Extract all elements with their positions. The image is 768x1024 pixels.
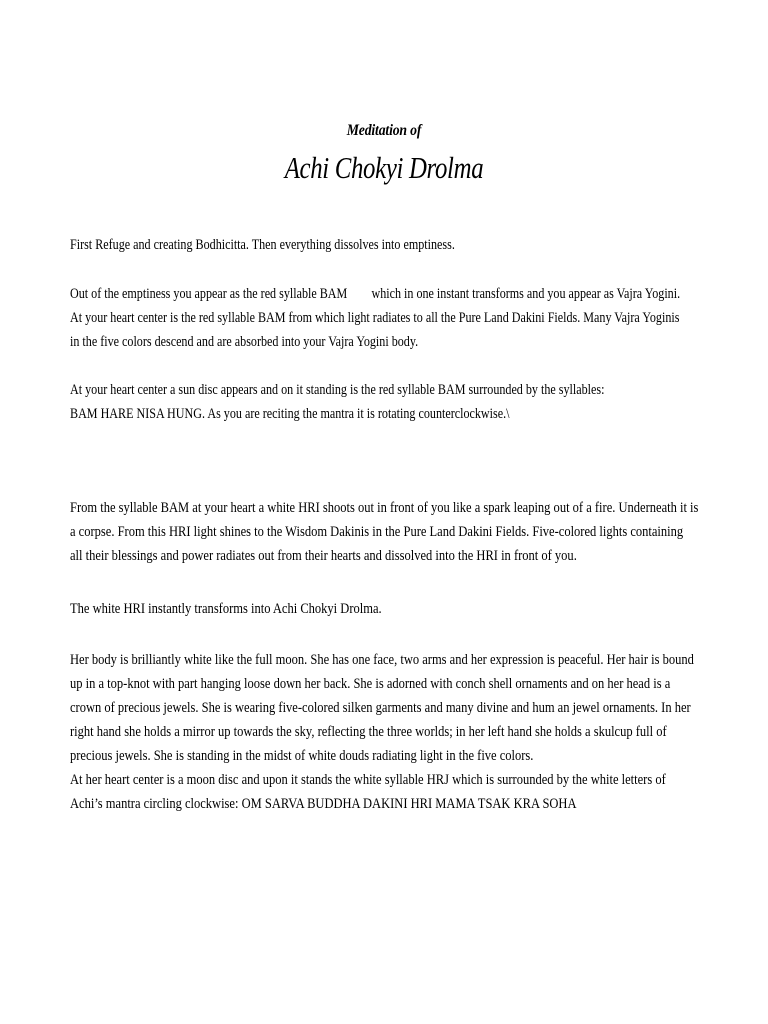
text-line: all their blessings and power radiates out from their hearts and dissolved into the HRI in front of you. xyxy=(70,548,577,564)
paragraph-sun-disc xyxy=(70,378,700,426)
paragraph-hri xyxy=(70,496,700,568)
text-line: The white HRI instantly transforms into Achi Chokyi Drolma. xyxy=(70,601,382,617)
text-line: First Refuge and creating Bodhicitta. Then everything dissolves into emptiness. xyxy=(70,237,455,253)
paragraph-transform xyxy=(70,597,700,621)
text-line: crown of precious jewels. She is wearing five-colored silken garments and many divine and hum an jewel ornaments. In her xyxy=(70,700,691,716)
text-line: right hand she holds a mirror up towards the sky, reflecting the three worlds; in her left hand she holds a skulcup full of xyxy=(70,724,667,740)
text-line: At your heart center is the red syllable BAM from which light radiates to all the Pure Land Dakini Fields. Many Vajra Yoginis xyxy=(70,310,680,326)
text-line: At your heart center a sun disc appears and on it standing is the red syllable BAM surrounded by the syllables: xyxy=(70,382,605,398)
text-line: Achi’s mantra circling clockwise: OM SARVA BUDDHA DAKINI HRI MAMA TSAK KRA SOHA xyxy=(70,796,577,812)
text-line: precious jewels. She is standing in the midst of white douds radiating light in the five colors. xyxy=(70,748,534,764)
paragraph-emptiness xyxy=(70,282,700,354)
text-line: in the five colors descend and are absorbed into your Vajra Yogini body. xyxy=(70,334,419,350)
text-line: BAM HARE NISA HUNG. As you are reciting the mantra it is rotating counterclockwise.\ xyxy=(70,406,510,422)
text-line: a corpse. From this HRI light shines to the Wisdom Dakinis in the Pure Land Dakini Fields. Five-colored lights containing xyxy=(70,524,684,540)
text-line: Her body is brilliantly white like the full moon. She has one face, two arms and her expression is peaceful. Her hair is bound xyxy=(70,652,694,668)
text-line: up in a top-knot with part hanging loose down her back. She is adorned with conch shell ornaments and on her head is a xyxy=(70,676,671,692)
paragraph-refuge xyxy=(70,233,700,257)
document-subtitle: Meditation of xyxy=(346,122,422,139)
text-line: From the syllable BAM at your heart a white HRI shoots out in front of you like a spark leaping out of a fire. Underneath it is xyxy=(70,500,699,516)
text-line: At her heart center is a moon disc and upon it stands the white syllable HRJ which is surrounded by the white letters of xyxy=(70,772,666,788)
text-line: Out of the emptiness you appear as the red syllable BAM which in one instant transforms and you appear as Vajra Yogini. xyxy=(70,286,681,302)
paragraph-description xyxy=(70,648,700,816)
document-title: Achi Chokyi Drolma xyxy=(284,150,484,185)
